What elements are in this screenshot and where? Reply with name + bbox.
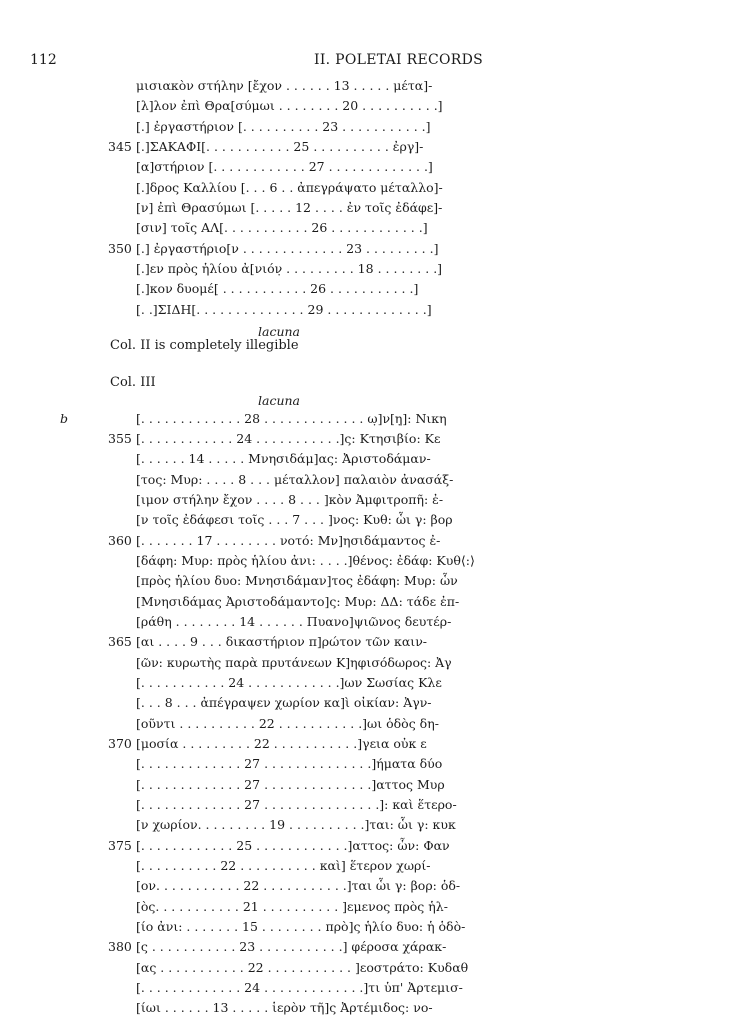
margin-letter: b [60, 411, 69, 426]
text-line: [ίωι . . . . . . 13 . . . . . ἱερὸν τῆ]ς Ἀρτέμιδος: νο- [136, 1000, 433, 1015]
text-line: [α]στήριον [. . . . . . . . . . . . 27 . . . . . . . . . . . . .] [136, 159, 433, 174]
lacuna-label: lacuna [258, 324, 301, 339]
line-number: 375 [108, 838, 132, 853]
line-number [108, 856, 134, 876]
line-number [108, 551, 134, 571]
line-number [108, 714, 134, 734]
line-number [108, 876, 134, 896]
text-line: [. . . . . . . . . . 22 . . . . . . . . . . καὶ] ἕτερον χωρί- [136, 858, 431, 873]
line-number [108, 178, 134, 198]
line-number [108, 917, 134, 937]
col2-note: Col. II is completely illegible [110, 338, 299, 353]
line-number [108, 571, 134, 591]
text-line: [. . . . . . . . . . . . . 24 . . . . . . . . . . . . .]τι ὑπ' Ἀρτεμισ- [136, 980, 463, 995]
text-line: [.]κον δυομέ[̣ . . . . . . . . . . . 26 . . . . . . . . . . .] [136, 281, 419, 296]
line-number [108, 897, 134, 917]
line-number [108, 754, 134, 774]
text-line: [πρὸς ἡλίου δυο: Μνησιδάμαν]τος ἐδάφη: Μυρ: ὧν [136, 573, 458, 588]
text-line: [. . . 8 . . . ἀπέγραψεν χωρίον κα]ὶ οἰκίαν: Ἀγν- [136, 695, 432, 710]
line-number [108, 653, 134, 673]
text-line: [σιν] τοῖς ΑΛ[. . . . . . . . . . . 26 . . . . . . . . . . . .] [136, 220, 428, 235]
line-number [108, 300, 134, 320]
line-number [108, 157, 134, 177]
text-line: [ν χωρίον. . . . . . . . . 19 . . . . . . . . . .]ται: ὧι γ: κυκ [136, 817, 456, 832]
text-line: [ς . . . . . . . . . . . 23 . . . . . . . . . . .] φέροσα χάρακ- [136, 939, 447, 954]
text-line: [λ]λον ἐπὶ Θρα[σύμωι . . . . . . . . 20 . . . . . . . . . .] [136, 98, 443, 113]
text-line: [.]εν πρὸς ἡλίου ἀ[νιόν̣ . . . . . . . . . 18 . . . . . . . .] [136, 261, 443, 276]
text-line: [οῦντι . . . . . . . . . . 22 . . . . . . . . . . .]ωι ὁδὸς δη- [136, 716, 439, 731]
text-line: [. . . . . . . . . . . . . 28 . . . . . . . . . . . . . ω̣]ν[η̣]: Νικη [136, 411, 447, 426]
line-number: 360 [108, 533, 132, 548]
line-number [108, 998, 134, 1018]
line-number [108, 470, 134, 490]
text-line: [. . . . . . . . . . . . . 27 . . . . . . . . . . . . . .]αττος Μυρ [136, 777, 445, 792]
text-line: μισιακὸν στήλην [ἔχον . . . . . . 13 . . . . . μέτα]- [136, 78, 433, 93]
text-line: [.]ΣΑΚΑΦΙ[. . . . . . . . . . . 25 . . . . . . . . . . ἐργ]- [136, 139, 424, 154]
col3-heading: Col. III [110, 375, 156, 390]
text-line: [ας . . . . . . . . . . . 22 . . . . . . . . . . . ]εοστράτο: Κυδαθ [136, 960, 469, 975]
line-number [108, 958, 134, 978]
text-line: [.]δρος Καλλίου [. . . 6 . . ἀπεγράψατο μέταλλο]- [136, 180, 443, 195]
text-line: [.] ἐργαστήριο[ν . . . . . . . . . . . . . 23 . . . . . . . . .] [136, 241, 439, 256]
line-number [108, 673, 134, 693]
line-number [108, 449, 134, 469]
line-number [108, 612, 134, 632]
line-number [108, 693, 134, 713]
line-number: 355 [108, 431, 132, 446]
line-number [108, 259, 134, 279]
text-line: [ιμον στήλην ἔχον . . . . 8 . . . ]κὸν Ἀμφιτροπῆ: ἐ- [136, 492, 444, 507]
text-line: [Μνησιδάμας Ἀριστοδάμαντο]ς: Μυρ: ΔΔ: τάδε ἐπ- [136, 594, 460, 609]
text-line: [δάφη: Μυρ: πρὸς ἡλίου ἀνι: . . . .]θένος: ἐδάφ: Κυθ⟨:⟩ [136, 553, 475, 568]
text-line: [ίο ἀνι: . . . . . . . 15 . . . . . . . . πρὸ]ς ἡλίο δυο: ἡ ὁδὸ- [136, 919, 466, 934]
text-line: [.] ἐργαστήριον [. . . . . . . . . . 23 . . . . . . . . . . .] [136, 119, 431, 134]
line-number: 365 [108, 634, 132, 649]
text-line: [. . . . . . . . . . . . . 27 . . . . . . . . . . . . . .]ήματα δύο [136, 756, 443, 771]
text-line: [. . . . . . . 17 . . . . . . . . νοτό: Μν]ησιδάμαντος ἐ- [136, 533, 441, 548]
text-line: [. . . . . . . . . . . 24 . . . . . . . . . . . .]ων Σωσίας Κλε [136, 675, 442, 690]
text-line: [ὸς. . . . . . . . . . . 21 . . . . . . . . . . ]εμενος πρὸς ἡλ- [136, 899, 448, 914]
line-number: 370 [108, 736, 132, 751]
line-number [108, 218, 134, 238]
line-number [108, 815, 134, 835]
text-line: [αι . . . . 9 . . . δικαστήριον π]ρώτον τῶν καιν- [136, 634, 428, 649]
line-number [108, 490, 134, 510]
line-number: 345 [108, 139, 132, 154]
text-line: [. . . . . . 14 . . . . . Μνησιδάμ]ας: Ἀριστοδάμαν- [136, 451, 431, 466]
text-line: [. . . . . . . . . . . . . 27 . . . . . . . . . . . . . . .]: καὶ ἕτερο- [136, 797, 457, 812]
text-line: [ον. . . . . . . . . . . 22 . . . . . . . . . . .]ται ὧι γ: βορ: ὁδ- [136, 878, 461, 893]
line-number [108, 409, 134, 429]
line-number [108, 198, 134, 218]
line-number [108, 279, 134, 299]
text-line: [. . . . . . . . . . . . 24 . . . . . . . . . . .]ς: Κτησιβίο: Κε [136, 431, 441, 446]
line-number [108, 76, 134, 96]
line-number: 380 [108, 939, 132, 954]
line-number [108, 510, 134, 530]
text-line: [. . . . . . . . . . . . 25 . . . . . . . . . . . .]αττος: ὧν: Φαν [136, 838, 450, 853]
line-number [108, 592, 134, 612]
text-line: [ράθη . . . . . . . . 14 . . . . . . Πυανο]ψιῶνος δευτέρ- [136, 614, 452, 629]
line-number [108, 96, 134, 116]
running-title: II. POLETAI RECORDS [314, 52, 484, 68]
text-line: [μοσία . . . . . . . . . 22 . . . . . . . . . . .]γεια οὐκ ε [136, 736, 427, 751]
line-number [108, 775, 134, 795]
lacuna-label: lacuna [258, 393, 301, 408]
line-number [108, 978, 134, 998]
text-line: [. .]ΣΙΔΗ[. . . . . . . . . . . . . . 29 . . . . . . . . . . . . .] [136, 302, 432, 317]
text-line: [ῶν: κυρωτὴς παρὰ πρυτάνεων Κ]ηφισόδωρος: Ἀγ [136, 655, 452, 670]
line-number [108, 117, 134, 137]
text-line: [τος: Μυρ: . . . . 8 . . . μέταλλον] παλαιὸν ἀνασάξ- [136, 472, 454, 487]
text-line: [ν τοῖς ἐδάφεσι τοῖς . . . 7 . . . ]νος: Κυθ: ὧι γ: βορ [136, 512, 453, 527]
line-number: 350 [108, 241, 132, 256]
text-line: [ν] ἐπὶ Θρασύμωι [. . . . . 12 . . . . ἐν τοῖς ἐδάφε]- [136, 200, 443, 215]
page-number: 112 [30, 52, 57, 68]
line-number [108, 795, 134, 815]
